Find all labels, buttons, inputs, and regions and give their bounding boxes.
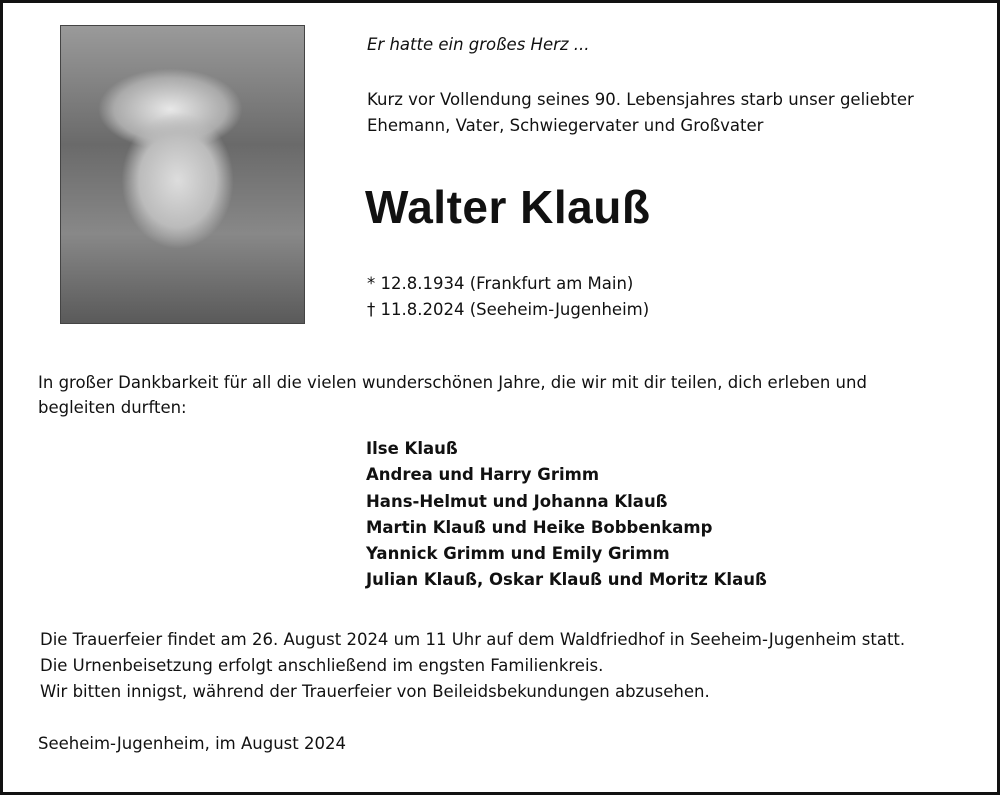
birth-date: * 12.8.1934 (Frankfurt am Main) (367, 274, 634, 293)
gratitude-line-2: begleiten durften: (38, 398, 187, 417)
place-date: Seeheim-Jugenheim, im August 2024 (38, 734, 346, 753)
mourner: Yannick Grimm und Emily Grimm (366, 544, 670, 564)
deceased-name: Walter Klauß (365, 181, 651, 233)
ceremony-line-2: Die Urnenbeisetzung erfolgt anschließend im engsten Familienkreis. (40, 656, 604, 675)
mourner: Julian Klauß, Oskar Klauß und Moritz Klauß (366, 570, 767, 590)
mourner: Hans-Helmut und Johanna Klauß (366, 491, 668, 511)
motto: Er hatte ein großes Herz ... (367, 35, 590, 54)
mourner: Ilse Klauß (366, 439, 458, 458)
mourner: Martin Klauß und Heike Bobbenkamp (366, 517, 713, 537)
mourners-list (366, 436, 767, 594)
ceremony-line-3: Wir bitten innigst, während der Trauerfeier von Beileidsbekundungen abzusehen. (40, 682, 710, 701)
gratitude-line-1: In großer Dankbarkeit für all die vielen wunderschönen Jahre, die wir mit dir teilen, dich erleben und (38, 373, 867, 392)
ceremony-line-1: Die Trauerfeier findet am 26. August 2024 um 11 Uhr auf dem Waldfriedhof in Seeheim-Jugenheim statt. (40, 630, 906, 649)
mourner: Andrea und Harry Grimm (366, 465, 600, 485)
intro-line-1: Kurz vor Vollendung seines 90. Lebensjahres starb unser geliebter (367, 90, 914, 109)
death-date: † 11.8.2024 (Seeheim-Jugenheim) (367, 300, 650, 319)
portrait-photo (60, 25, 305, 324)
intro-line-2: Ehemann, Vater, Schwiegervater und Großvater (367, 116, 764, 135)
